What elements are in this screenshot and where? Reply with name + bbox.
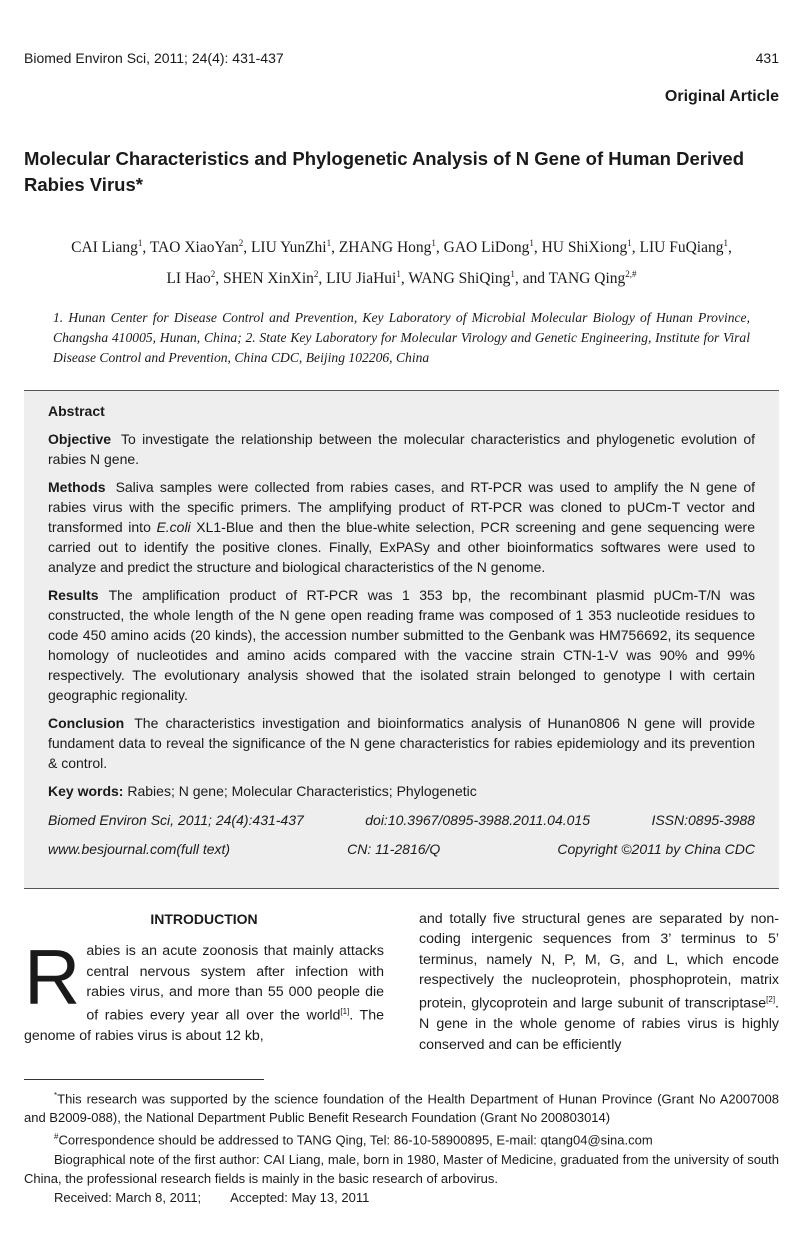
copyright: Copyright ©2011 by China CDC bbox=[557, 841, 755, 857]
author: HU ShiXiong$^1$, bbox=[541, 238, 640, 257]
author-list bbox=[24, 230, 779, 292]
bio-note: Biographical note of the first author: CAI Liang, male, born in 1980, Master of Medicine, graduated from the university of south China, the professional research fields is mainly in the basic research of arbovirus. bbox=[24, 1151, 779, 1186]
author: and TANG Qing$^{2,\#}$ bbox=[522, 269, 637, 288]
abstract-methods: Methods Saliva samples were collected from rabies cases, and RT-PCR was used to amplify the N gene of rabies virus with the specific primers. The amplifying product of RT-PCR was cloned to pUCm-T vector and transformed into E.coli XL1-Blue and then the blue-white selection, PCR screening and gene sequencing were carried out to identify the positive clones. Finally, ExPASy and other bioinformatics softwares were used to analyze and predict the structure and biological characteristics of the N genome. bbox=[48, 479, 755, 575]
author: SHEN XinXin$^2$, bbox=[223, 269, 327, 288]
intro-heading: INTRODUCTION bbox=[150, 911, 258, 927]
page-number: 431 bbox=[755, 50, 779, 66]
author: WANG ShiQing$^1$, bbox=[408, 269, 523, 288]
running-header bbox=[24, 50, 779, 66]
affiliations: 1. Hunan Center for Disease Control and Prevention, Key Laboratory of Microbial Molecular Biology of Hunan Province, Changsha 410005, Hunan, China; 2. State Key Laboratory for Molecular Virology and Genetic Engineering, Institute for Viral Disease Control and Prevention, China CDC, Beijing 102206, China bbox=[53, 310, 750, 365]
citation: Biomed Environ Sci, 2011; 24(4):431-437 bbox=[48, 812, 304, 828]
abstract-objective: Objective To investigate the relationship between the molecular characteristics and phylogenetic evolution of rabies N gene. bbox=[48, 431, 755, 467]
dates-note: Received: March 8, 2011; Accepted: May 13, 2011 bbox=[54, 1189, 370, 1205]
abstract-heading: Abstract bbox=[48, 403, 105, 419]
article-title: Molecular Characteristics and Phylogenetic Analysis of N Gene of Human Derived Rabies Virus* bbox=[24, 148, 744, 195]
article-type: Original Article bbox=[664, 88, 779, 105]
abstract-results: Results The amplification product of RT-PCR was 1 353 bp, the recombinant plasmid pUCm-T/N was constructed, the whole length of the N gene open reading frame was composed of 1 353 nucleotide residues to code 450 amino acids (20 kinds), the accession number submitted to the Genbank was HM756692, its sequence homology of nucleotides and amino acids compared with the vaccine strain CTN-1-V was 90% and 99% respectively. The evolutionary analysis showed that the isolated strain belonged to genotype I with certain geographic regionality. bbox=[48, 587, 755, 703]
author: LI Hao$^2$, bbox=[166, 269, 224, 288]
ref-citation[interactable]: [1] bbox=[340, 1007, 350, 1017]
author: ZHANG Hong$^1$, bbox=[338, 238, 444, 257]
cn-number: CN: 11-2816/Q bbox=[347, 841, 441, 857]
intro-right-column: and totally five structural genes are separated by non-coding intergenic sequences from 3’ terminus to 5’ terminus, namely N, P, M, G, and L, which encode respectively the nucleoprotein, phosphoprotein, matrix protein, glycoprotein and large subunit of transcriptase[2]. N gene in the whole genome of rabies virus is highly conserved and can be efficiently bbox=[419, 911, 779, 1053]
intro-left-column: INTRODUCTION R abies is an acute zoonosis that mainly attacks central nervous system after infection with rabies virus, and more than 55 000 people die of rabies every year all over the world[1]. The genome of rabies virus is about 12 kb, bbox=[24, 911, 384, 1045]
issn: ISSN:0895-3988 bbox=[651, 812, 755, 828]
author: LIU JiaHui$^1$, bbox=[326, 269, 409, 288]
author: GAO LiDong$^1$, bbox=[443, 238, 542, 257]
author: LIU FuQiang$^1$, bbox=[639, 238, 732, 257]
footnotes bbox=[24, 1086, 779, 1207]
doi: doi:10.3967/0895-3988.2011.04.015 bbox=[365, 812, 590, 828]
author: TAO XiaoYan$^2$, bbox=[149, 238, 251, 257]
publisher-row bbox=[48, 839, 755, 859]
abstract-box bbox=[24, 390, 779, 889]
abstract-conclusion: Conclusion The characteristics investigation and bioinformatics analysis of Hunan0806 N gene will provide fundament data to reveal the significance of the N gene characteristics for rabies epidemiology and its prevention & control. bbox=[48, 715, 755, 771]
drop-cap: R bbox=[24, 933, 81, 1022]
author: LIU YunZhi$^1$, bbox=[250, 238, 339, 257]
citation-row bbox=[48, 810, 755, 830]
ref-citation[interactable]: [2] bbox=[766, 995, 776, 1005]
journal-reference: Biomed Environ Sci, 2011; 24(4): 431-437 bbox=[24, 50, 284, 66]
author: CAI Liang$^1$, bbox=[71, 238, 150, 257]
website-link[interactable]: www.besjournal.com(full text) bbox=[48, 841, 231, 857]
funding-note: *This research was supported by the science foundation of the Health Department of Hunan Province (Grant No A2007008 and B2009-088), the National Department Public Benefit Research Foundation (Grant No 200803014) bbox=[24, 1091, 779, 1126]
keywords: Key words: Rabies; N gene; Molecular Characteristics; Phylogenetic bbox=[48, 783, 477, 799]
correspondence-note: #Correspondence should be addressed to TANG Qing, Tel: 86-10-58900895, E-mail: qtang04@sina.com bbox=[54, 1132, 653, 1148]
footnote-divider bbox=[24, 1079, 264, 1080]
